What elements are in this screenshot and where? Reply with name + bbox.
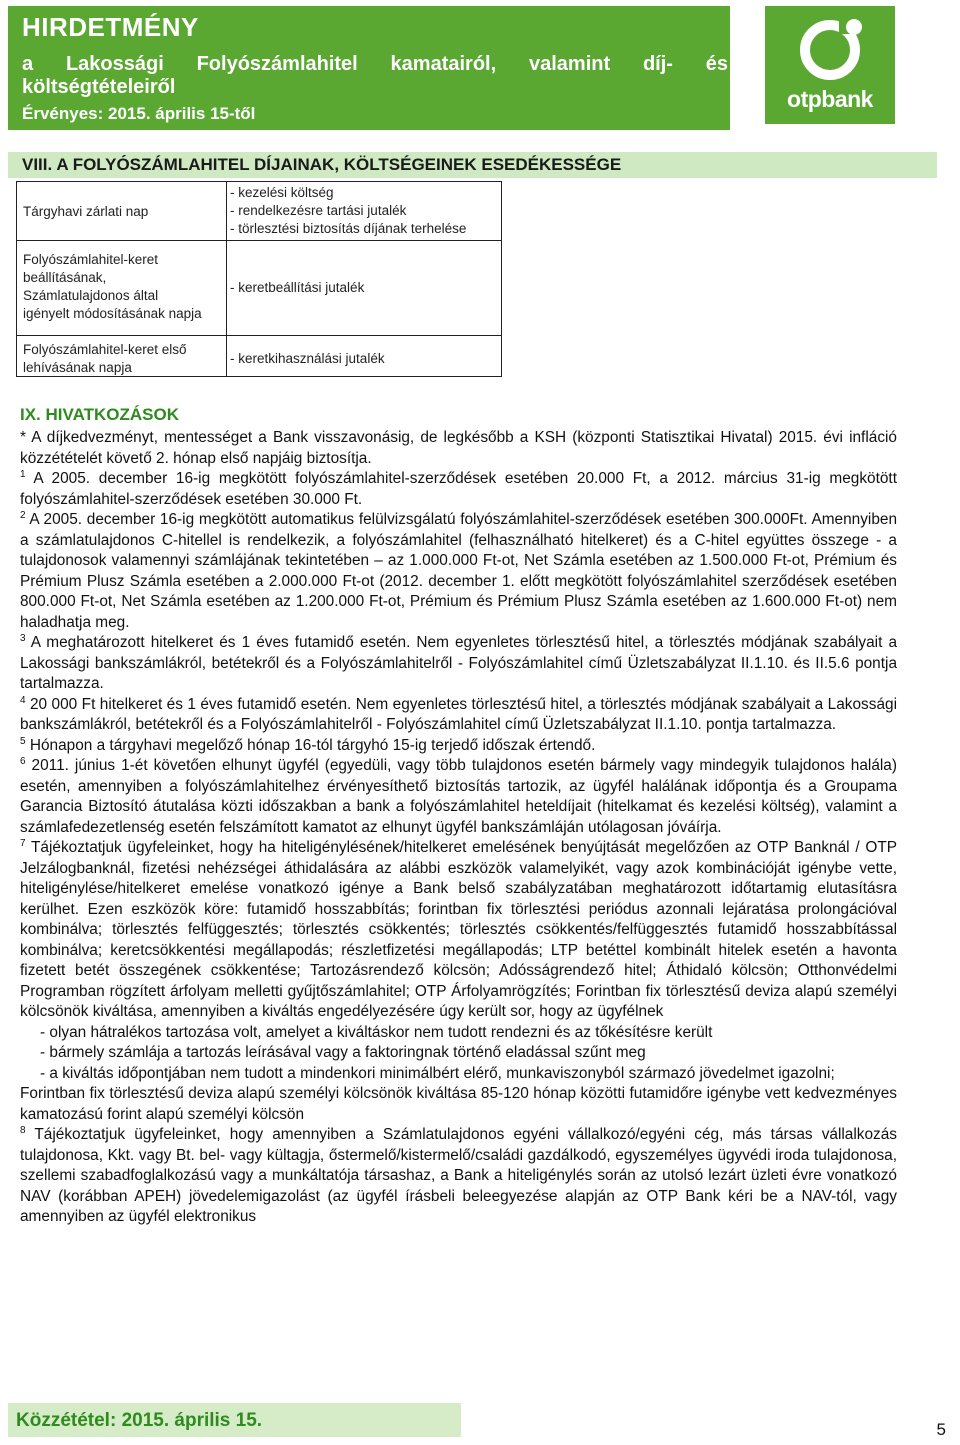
- footnote-8: [20, 1125, 897, 1228]
- table-row-divider: [17, 335, 501, 336]
- notice-title: HIRDETMÉNY: [22, 12, 199, 42]
- footnote-number: 5: [20, 735, 26, 747]
- otp-logo-icon: [765, 6, 895, 86]
- footnote-text: Tájékoztatjuk ügyfeleinket, hogy ha hiteligénylésének/hitelkeret emelésének benyújtását megelőzően az OTP Banknál / OTP Jelzálogbanknál, fizetési nehézségei áthidalására az alábbi eszközök valamelyikét, vagy azok kombinációját igénybe vette, hiteligénylése/hitelkeret emelése vonatkozó igénye a Bank belső szabályzatában meghatározott időtartamig elutasításra kerülhet. Ezen eszközök köre: futamidő hosszabbítás; forintban fix törlesztési periódus azonnali lejáratása prolongációval kombinálva; törlesztés felfüggesztés; törlesztés csökkentés; törlesztés csökkentés/felfüggesztés futamidő hosszabbítással kombinálva; keretcsökkentési megállapodás; részletfizetési megállapodás; LTP betéttel kombinált hitelek esetén a havonta fizetett betét összegének csökkentése; Tartozásrendező kölcsön; Adósságrendező hitel; Áthidaló kölcsön; Otthonvédelmi Programban rögzített árfolyam melletti gyűjtőszámlahitel; OTP Árfolyamrögzítés; Forintban fix törlesztésű deviza alapú személyi kölcsönök kiváltása, amennyiben a kiváltás engedélyezésére úgy került sor, hogy az ügyfélnek: [20, 839, 897, 1020]
- footnote-6: [20, 756, 897, 838]
- footnote-text: Tájékoztatjuk ügyfeleinket, hogy amennyiben a Számlatulajdonos egyéni vállalkozó/egyéni cég, más társas vállalkozás tulajdonosa, Kkt. vagy Bt. bel- vagy kültagja, őstermelő/kistermelő/családi gazdálkodó, egyszemélyes ügyvédi iroda tulajdonosa, szellemi szabadfoglalkozású vagy a munkáltatója társashaz, a Bank a hiteligénylés során az utolsó lezárt üzleti évre vonatkozó NAV (korábban APEH) jövedelemigazolást (az ügyfél írásbeli beleegyezése alapján az OTP Bank kéri be a NAV-tól, vagy amennyiben az ügyfél elektronikus: [20, 1126, 897, 1225]
- after-bullets-text: Forintban fix törlesztésű deviza alapú személyi kölcsönök kiváltása 85-120 hónap közötti futamidőre igénybe vett kedvezményes kamatozású forint alapú személyi kölcsön: [20, 1085, 897, 1123]
- section-8-header: [8, 152, 937, 178]
- footnote-text: A 2005. december 16-ig megkötött folyószámlahitel-szerződések esetében 20.000 Ft, a 2012. március 31-ig megkötött folyószámlahitel-szerződések esetében 30.000 Ft.: [20, 470, 897, 508]
- footnote-text: A meghatározott hitelkeret és 1 éves futamidő esetén. Nem egyenletes törlesztésű hitel, a törlesztés módjának szabályait a Lakossági bankszámlákról, betétekről és a Folyószámlahitelről - Folyószámlahitel című Üzletszabályzat II.1.10. és II.5.6 pontja tartalmazza.: [20, 634, 897, 692]
- footnote-number: 4: [20, 694, 26, 706]
- table-row-2-label: beállításának,: [23, 270, 107, 285]
- section-9-title: IX. HIVATKOZÁSOK: [20, 405, 179, 424]
- bullet-item: - olyan hátralékos tartozása volt, amelyet a kiváltáskor nem tudott rendezni és az tőkésítésre került: [40, 1023, 713, 1041]
- footnote-text: A 2005. december 16-ig megkötött automatikus felülvizsgálatú folyószámlahitel-szerződések esetében 300.000Ft. Amennyiben a számlatulajdonos C-hitellel is rendelkezik, a folyószámlahitel (felhasználható hitelkeret) és a C-hitel együttes összege - a tulajdonosok valamennyi számlájának tekintetében – az 1.000.000 Ft-ot, Net Számla esetében az 1.500.000 Ft-ot, Prémium és Prémium Plusz Számla esetében a 2.000.000 Ft-ot (2012. december 1. előtt megkötött folyószámlahitel szerződések esetében 800.000 Ft-ot, Net Számla esetében az 1.200.000 Ft-ot, Prémium és Prémium Plusz Számla esetében az 1.600.000 Ft-ot) nem haladhatja meg.: [20, 511, 897, 631]
- footnote-number: 1: [20, 469, 26, 480]
- table-row-3-label: Folyószámlahitel-keret első: [23, 342, 187, 357]
- otp-logo-text: otpbank: [787, 86, 873, 112]
- table-column-divider: [226, 182, 227, 376]
- footnote-1: [20, 469, 897, 510]
- bullet-item: - bármely számlája a tartozás leírásával vagy a faktoringnak történő eladással szűnt meg: [40, 1044, 646, 1061]
- table-row-1-item: - rendelkezésre tartási jutalék: [230, 203, 407, 218]
- footnote-number: 8: [20, 1125, 26, 1136]
- footnote-text: 20 000 Ft hitelkeret és 1 éves futamidő esetén. Nem egyenletes törlesztésű hitel, a törlesztés módjának szabályait a Lakossági bankszámlákról, betétekről és a Folyószámlahitelről - Folyószámlahitel című Üzletszabályzat II.1.10. pontja tartalmazza.: [20, 695, 897, 733]
- section-8-title: VIII. A FOLYÓSZÁMLAHITEL DÍJAINAK, KÖLTSÉGEINEK ESEDÉKESSÉGE: [22, 155, 622, 174]
- footnote-number: 6: [20, 756, 26, 767]
- notice-subtitle-line2: költségtételeiről: [22, 76, 176, 98]
- footnote-2: [20, 510, 897, 633]
- footnote-number: 2: [20, 510, 26, 521]
- table-row-2-label: igényelt módosításának napja: [23, 306, 202, 321]
- footnote-4: [20, 695, 897, 736]
- otp-logo: [765, 6, 895, 124]
- table-row-3-item: - keretkihasználási jutalék: [230, 351, 385, 366]
- table-row-1-item: - kezelési költség: [230, 185, 334, 200]
- table-row-2-label: Folyószámlahitel-keret: [23, 252, 159, 267]
- footnote-3: [20, 633, 897, 695]
- footnote-5: [20, 736, 897, 757]
- footnote-number: 7: [20, 838, 26, 849]
- header-banner: [8, 6, 730, 130]
- table-row-1-item: - törlesztési biztosítás díjának terhelése: [230, 221, 467, 236]
- footnote-7: [20, 838, 897, 1023]
- fee-due-table: [16, 181, 502, 377]
- table-row-1-label: Tárgyhavi zárlati nap: [23, 204, 149, 219]
- footnote-text: Hónapon a tárgyhavi megelőző hónap 16-tól tárgyhó 15-ig terjedő időszak értendő.: [25, 736, 596, 754]
- table-row-2-item: - keretbeállítási jutalék: [230, 280, 365, 295]
- footnote-number: 3: [20, 633, 26, 644]
- star-note: * A díjkedvezményt, mentességet a Bank visszavonásig, de legkésőbb a KSH (központi Statisztikai Hivatal) 2015. évi infláció közzétételét követő 2. hónap első napjáig biztosítja.: [20, 429, 897, 467]
- references-body: [20, 428, 897, 1228]
- notice-subtitle-line1: a Lakossági Folyószámlahitel kamatairól, valamint díj- és: [22, 53, 728, 75]
- table-row-3-label: lehívásának napja: [23, 360, 132, 375]
- bullet-item: - a kiváltás időpontjában nem tudott a mindenkori minimálbért elérő, munkaviszonyból származó jövedelmet igazolni;: [40, 1064, 835, 1082]
- validity-date: Érvényes: 2015. április 15-től: [22, 104, 256, 123]
- footer-banner: [8, 1403, 461, 1437]
- page-number: 5: [936, 1420, 946, 1439]
- publication-date: Közzététel: 2015. április 15.: [16, 1410, 263, 1431]
- table-row-divider: [17, 240, 501, 241]
- footnote-text: 2011. június 1-ét követően elhunyt ügyfél (egyedüli, vagy több tulajdonos esetén bármely vagy mindegyik tulajdonos halála) esetén, amennyiben a folyószámlahitelhez érvényesíthető biztosítás tartozik, az ügyfél halálának időpontja és a Groupama Garancia Biztosító átutalása közti időszakban a bank a folyószámlahitel heteldíjait (hitelkamat és kezelési költség), valamint a számlafedezetlenség esetén felszámított kamatot az elhunyt ügyfél bankszámláján utólagosan jóváírja.: [20, 757, 897, 836]
- table-row-2-label: Számlatulajdonos által: [23, 288, 159, 303]
